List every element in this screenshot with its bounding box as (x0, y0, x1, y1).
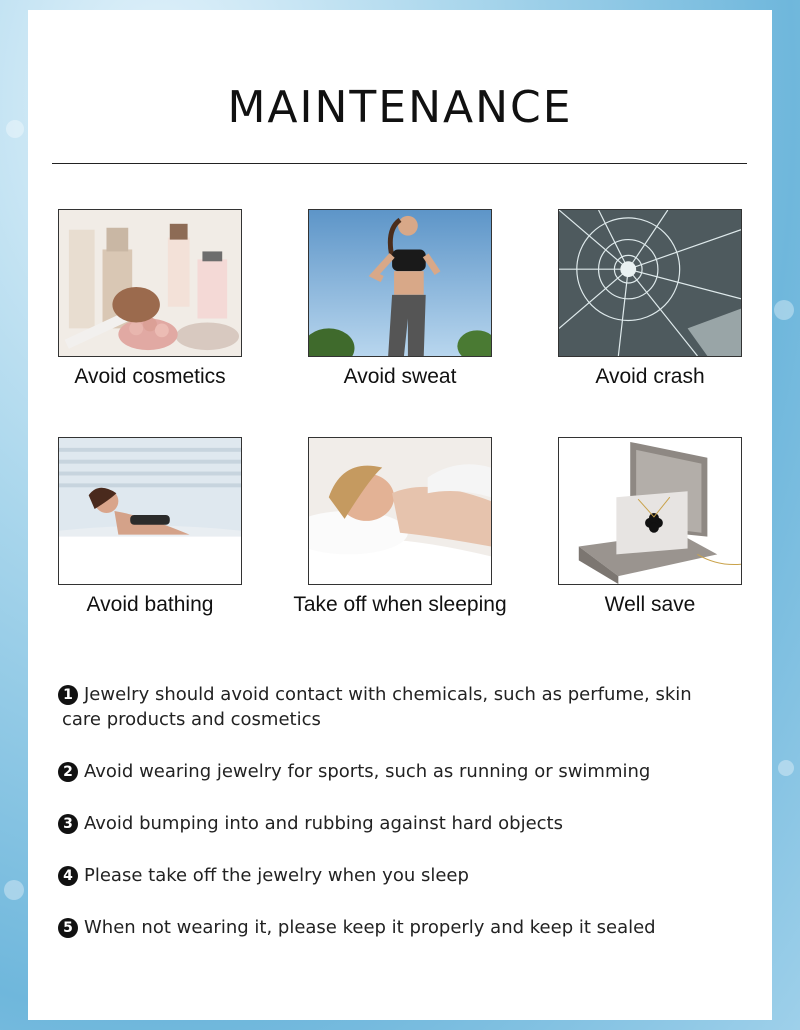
card-sleeping (293, 437, 507, 616)
cracked-glass-photo (558, 209, 742, 357)
sleeping-woman-photo (308, 437, 492, 585)
content-panel (28, 10, 772, 1020)
number-badge: 3 (58, 814, 78, 834)
card-caption: Well save (604, 593, 696, 616)
bokeh-dot (4, 880, 24, 900)
number-badge: 4 (58, 866, 78, 886)
card-bathing (58, 437, 242, 616)
card-cosmetics (58, 209, 242, 388)
number-badge: 5 (58, 918, 78, 938)
card-caption: Take off when sleeping (293, 593, 507, 616)
tip-text: Please take off the jewelry when you sleep (84, 865, 469, 886)
card-caption: Avoid sweat (343, 365, 457, 388)
list-item (58, 811, 728, 836)
tip-text-continued: care products and cosmetics (62, 709, 321, 730)
list-item (58, 915, 728, 940)
list-item (58, 759, 728, 784)
card-crash (558, 209, 742, 388)
number-badge: 1 (58, 685, 78, 705)
number-badge: 2 (58, 762, 78, 782)
card-sweat (308, 209, 492, 388)
tip-text: When not wearing it, please keep it properly and keep it sealed (84, 917, 656, 938)
page-title: MAINTENANCE (227, 82, 573, 133)
bathtub-photo (58, 437, 242, 585)
bokeh-dot (774, 300, 794, 320)
title-divider (52, 163, 747, 164)
list-item (58, 682, 728, 732)
card-save (558, 437, 742, 616)
card-caption: Avoid cosmetics (74, 365, 226, 388)
tip-text: Jewelry should avoid contact with chemicals, such as perfume, skin (84, 684, 692, 705)
running-woman-photo (308, 209, 492, 357)
bokeh-dot (778, 760, 794, 776)
tip-text: Avoid bumping into and rubbing against hard objects (84, 813, 563, 834)
cosmetics-photo (58, 209, 242, 357)
card-caption: Avoid crash (595, 365, 705, 388)
jewelry-box-photo (558, 437, 742, 585)
tip-text: Avoid wearing jewelry for sports, such as running or swimming (84, 761, 651, 782)
bokeh-dot (6, 120, 24, 138)
card-caption: Avoid bathing (86, 593, 214, 616)
list-item (58, 863, 728, 888)
